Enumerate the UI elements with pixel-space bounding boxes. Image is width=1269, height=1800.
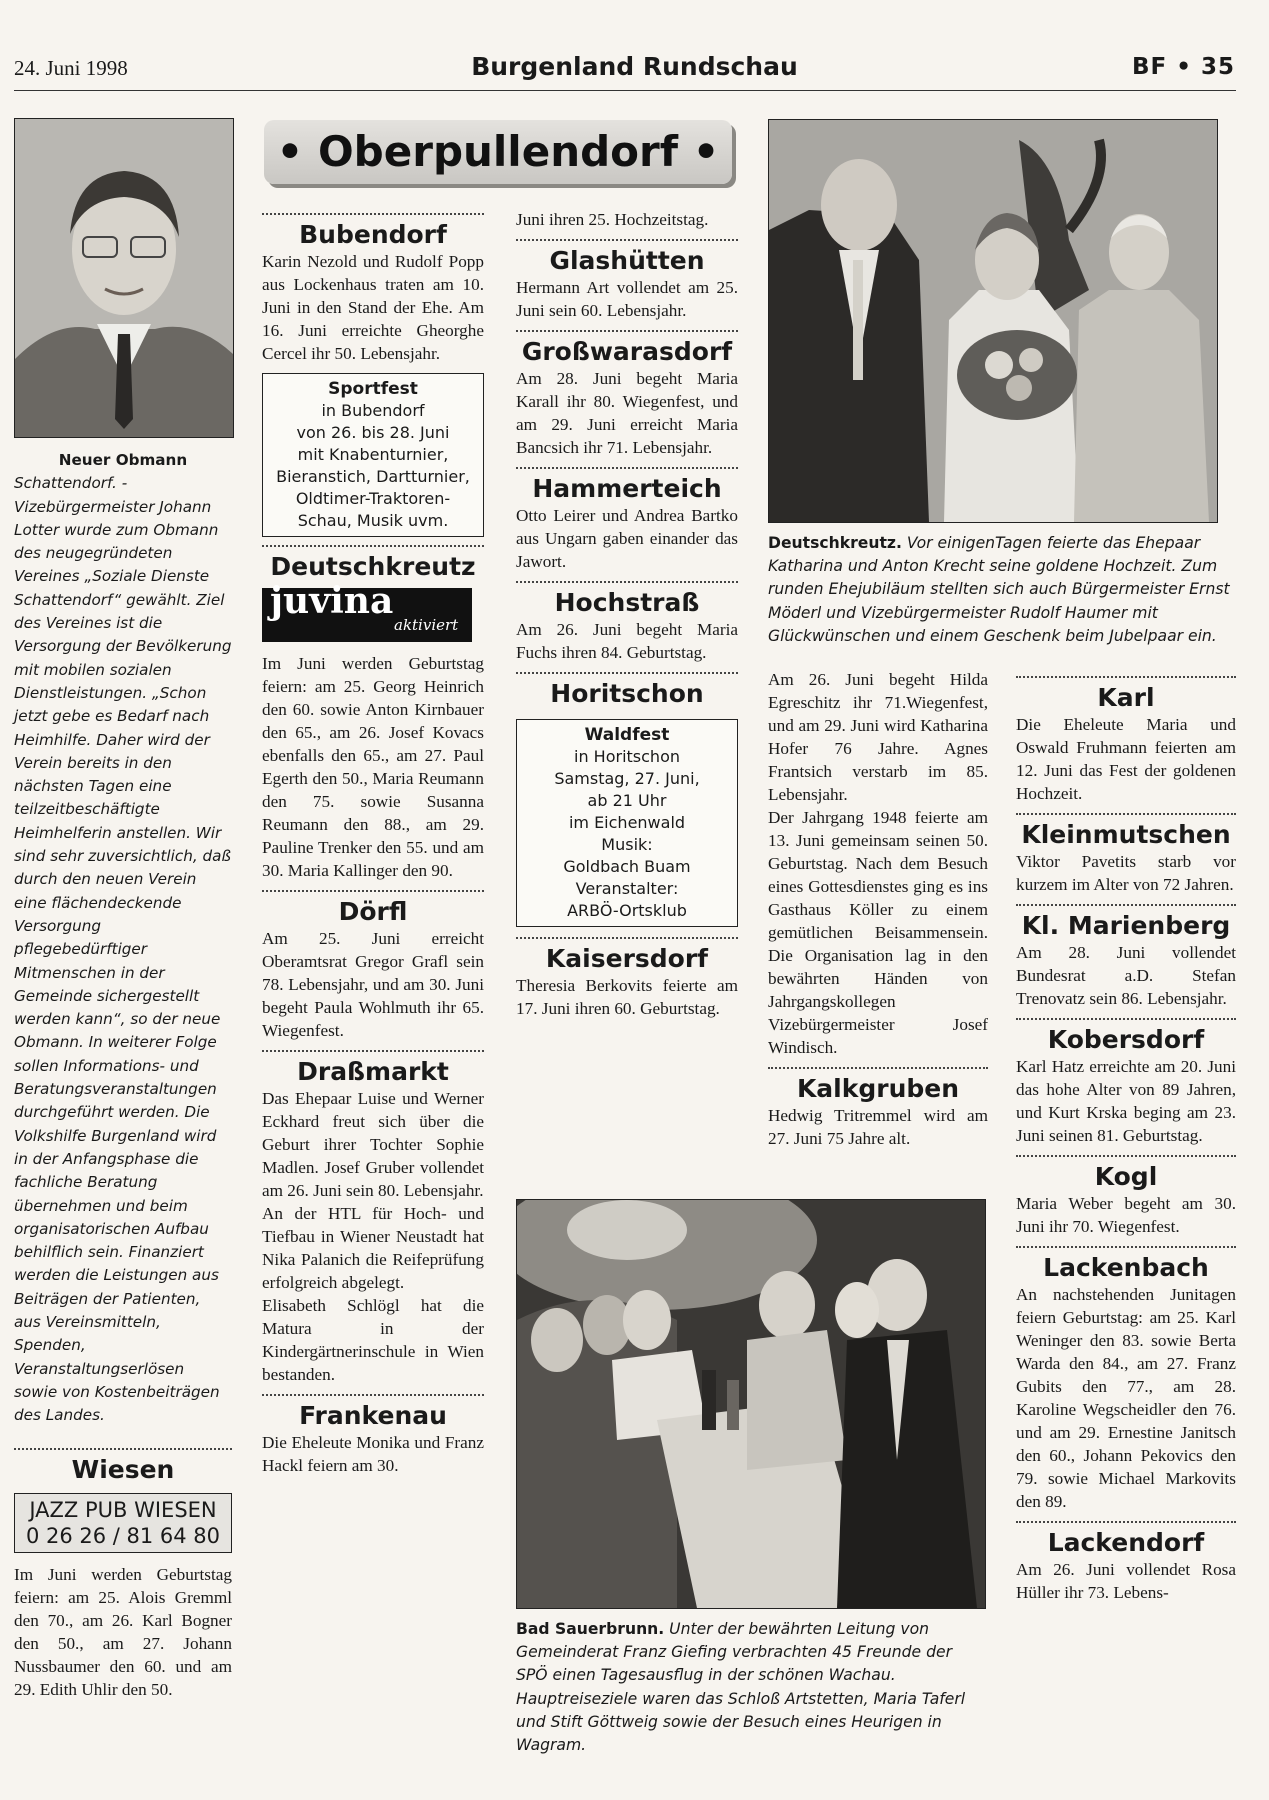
jazz-pub-ad <box>14 1493 232 1553</box>
caption-title: Bad Sauerbrunn. <box>516 1620 665 1638</box>
kl-marienberg-text: Am 28. Juni vollendet Bundesrat a.D. Stefan Trenovatz sein 86. Lebensjahr. <box>1016 943 1236 1008</box>
sportfest-line: in Bubendorf <box>321 401 425 420</box>
column-5 <box>1016 668 1236 1604</box>
waldfest-line: Goldbach Buam <box>563 857 691 876</box>
waldfest-box <box>516 719 738 927</box>
deutschkreutz-photo <box>768 119 1218 523</box>
issue-date: 24. Juni 1998 <box>14 56 128 80</box>
portrait-caption <box>14 449 232 1427</box>
dotted-divider <box>262 890 484 892</box>
caption-title: Neuer Obmann <box>58 451 188 469</box>
hammerteich-text: Otto Leirer und Andrea Bartko aus Ungarn gaben einander das Jawort. <box>516 506 738 571</box>
dotted-divider <box>516 330 738 332</box>
waldfest-line: Musik: <box>601 835 653 854</box>
continued-text: Juni ihren 25. Hochzeitstag. <box>516 210 709 229</box>
jahrgang-text: Der Jahrgang 1948 feierte am 13. Juni gemeinsam seinen 50. Geburtstag. Nach dem Besuch eines Gottesdienstes ging es ins Gasthaus Köller zu einem gemütlichen Beisammensein. Die Organisation lag in den bewährten Händen von Jahrgangskollegen Vizebürgermeister Josef Windisch. <box>768 808 988 1057</box>
sportfest-box <box>262 373 484 537</box>
dotted-divider <box>516 937 738 939</box>
dotted-divider <box>262 545 484 547</box>
heading-karl: Karl <box>1097 683 1155 712</box>
waldfest-line: in Horitschon <box>574 747 680 766</box>
heading-kalkgruben: Kalkgruben <box>796 1074 960 1103</box>
dotted-divider <box>516 672 738 674</box>
wiesen-section <box>14 1440 232 1701</box>
dotted-divider <box>14 1448 232 1450</box>
waldfest-title: Waldfest <box>584 725 670 745</box>
drassmarkt-text: Elisabeth Schlögl hat die Matura in der Kindergärtnerinschule in Wien bestanden. <box>262 1296 484 1384</box>
heading-bubendorf: Bubendorf <box>299 220 447 249</box>
sportfest-line: Bieranstich, Dartturnier, Oldtimer-Traktoren-Schau, Musik uvm. <box>276 467 470 530</box>
heading-kobersdorf: Kobersdorf <box>1047 1025 1205 1054</box>
caption-text: Schattendorf. - Vizebürgermeister Johann Lotter wurde zum Obmann des neugegründeten Vereines „Soziale Dienste Schattendorf“ gewählt. Ziel des Vereines ist die Versorgung der Bevölkerung mit mobilen sozialen Dienstleistungen. „Schon jetzt gebe es Bedarf nach Heimhilfe. Daher wird der Verein bereits in den nächsten Tagen eine teilzeitbeschäftigte Heimhelferin anstellen. Wir sind sehr zuversichtlich, daß durch den neuen Verein eine flächendeckende Versorgung pflegebedürftiger Mitmenschen in der Gemeinde sichergestellt werden kann“, so der neue Obmann. In weiterer Folge sollen Informations- und Beratungsveranstaltungen durchgeführt werden. Die Volkshilfe Burgenland wird in der Anfangsphase die fachliche Beratung übernehmen und beim organisatorischen Aufbau behilflich sein. Finanziert werden die Leistungen aus Beiträgen der Patienten, aus Vereinsmitteln, Spenden, Veranstaltungserlösen sowie von Kostenbeiträgen des Landes. <box>14 474 232 1425</box>
glashuetten-text: Hermann Art vollendet am 25. Juni sein 60. Lebensjahr. <box>516 278 738 320</box>
page-number: BF • 35 <box>1132 54 1235 80</box>
dotted-divider <box>768 1067 988 1069</box>
juvina-logo-word: juvina <box>270 580 394 622</box>
bad-sauerbrunn-photo-caption <box>516 1618 986 1757</box>
sportfest-line: mit Knabenturnier, <box>297 445 449 464</box>
lackendorf-text: Am 26. Juni vollendet Rosa Hüller ihr 73. Lebens- <box>1016 1560 1236 1602</box>
dotted-divider <box>1016 1155 1236 1157</box>
heading-hochstrass: Hochstraß <box>554 588 700 617</box>
kobersdorf-text: Karl Hatz erreichte am 20. Juni das hohe Alter von 89 Jahren, und Kurt Krska beging am 23. Juni seinen 81. Geburtstag. <box>1016 1057 1236 1145</box>
waldfest-line: im Eichenwald <box>568 813 686 832</box>
kleinmutschen-text: Viktor Pavetits starb vor kurzem im Alter von 72 Jahren. <box>1016 852 1236 894</box>
heading-kl-marienberg: Kl. Marienberg <box>1021 911 1231 940</box>
juvina-logo-sub: aktiviert <box>394 616 459 634</box>
kalkgruben-text: Hedwig Tritremmel wird am 27. Juni 75 Jahre alt. <box>768 1106 988 1148</box>
grosswarasdorf-text: Am 28. Juni begeht Maria Karall ihr 80. Wiegenfest, und am 29. Juni erreicht Maria Bancsich ihr 71. Lebensjahr. <box>516 369 738 457</box>
heading-glashuetten: Glashütten <box>549 246 705 275</box>
heading-deutschkreutz: Deutschkreutz <box>270 552 476 581</box>
heading-lackenbach: Lackenbach <box>1043 1253 1209 1282</box>
sportfest-title: Sportfest <box>328 379 418 399</box>
dotted-divider <box>516 239 738 241</box>
header-rule <box>14 90 1236 91</box>
dotted-divider <box>262 213 484 215</box>
heading-hammerteich: Hammerteich <box>532 474 722 503</box>
heading-kaisersdorf: Kaisersdorf <box>545 944 709 973</box>
deutschkreutz-photo-caption <box>768 532 1238 648</box>
heading-kleinmutschen: Kleinmutschen <box>1021 820 1231 849</box>
lackenbach-text: An nachstehenden Junitagen feiern Geburtstag: am 25. Karl Weninger den 83. sowie Berta Warda den 84., am 27. Franz Gubits den 77., am 28. Karoline Wegscheidler den 76. und am 29. Ernestine Janitsch den 60., Johann Pekovics den 79. sowie Michael Markovits den 89. <box>1016 1285 1236 1511</box>
hochstrass-text: Am 26. Juni begeht Maria Fuchs ihren 84. Geburtstag. <box>516 620 738 662</box>
heading-lackendorf: Lackendorf <box>1047 1528 1205 1557</box>
dotted-divider <box>262 1394 484 1396</box>
waldfest-line: Veranstalter: <box>575 879 679 898</box>
sportfest-line: von 26. bis 28. Juni <box>296 423 450 442</box>
frankenau-text: Die Eheleute Monika und Franz Hackl feiern am 30. <box>262 1433 484 1475</box>
column-2 <box>262 205 484 1477</box>
bubendorf-text: Karin Nezold und Rudolf Popp aus Lockenhaus traten am 10. Juni in den Stand der Ehe. Am 16. Juni erreichte Gheorghe Cercel ihr 50. Lebensjahr. <box>262 252 484 363</box>
juvina-logo <box>262 580 472 642</box>
heading-grosswarasdorf: Großwarasdorf <box>521 337 733 366</box>
caption-text: Vor einigenTagen feierte das Ehepaar Katharina und Anton Krecht seine goldene Hochzeit. Zum runden Ehejubiläum stellten sich auch Bürgermeister Ernst Möderl und Vizebürgermeister Rudolf Haumer mit Glückwünschen und einem Geschenk beim Jubelpaar ein. <box>768 534 1230 645</box>
caption-title: Deutschkreutz. <box>768 534 902 552</box>
jazz-pub-phone: 0 26 26 / 81 64 80 <box>25 1524 221 1548</box>
heading-frankenau: Frankenau <box>299 1401 447 1430</box>
heading-doerfl: Dörfl <box>338 897 408 926</box>
column-3 <box>516 208 738 1020</box>
karl-text: Die Eheleute Maria und Oswald Fruhmann feierten am 12. Juni das Fest der goldenen Hochzeit. <box>1016 715 1236 803</box>
caption-text: Unter der bewährten Leitung von Gemeinderat Franz Giefing verbrachten 45 Freunde der SPÖ einen Tagesausflug in der schönen Wachau. Hauptreiseziele waren das Schloß Artstetten, Maria Taferl und Stift Göttweig sowie der Besuch eines Heurigen in Wagram. <box>516 1620 966 1755</box>
drassmarkt-text: An der HTL für Hoch- und Tiefbau in Wiener Neustadt hat Nika Palanich die Reifeprüfung erfolgreich abgelegt. <box>262 1204 484 1292</box>
heading-drassmarkt: Draßmarkt <box>297 1057 449 1086</box>
waldfest-line: Samstag, 27. Juni, <box>554 769 700 788</box>
dotted-divider <box>1016 813 1236 815</box>
dotted-divider <box>1016 1246 1236 1248</box>
heading-kogl: Kogl <box>1094 1162 1158 1191</box>
dotted-divider <box>516 581 738 583</box>
heading-horitschon: Horitschon <box>550 679 704 708</box>
dotted-divider <box>516 467 738 469</box>
waldfest-line: ab 21 Uhr <box>587 791 667 810</box>
dotted-divider <box>1016 676 1236 678</box>
dotted-divider <box>262 1050 484 1052</box>
portrait-photo <box>14 118 234 438</box>
deutschkreutz-cont-text: Am 26. Juni begeht Hilda Egreschitz ihr 71.Wiegenfest, und am 29. Juni wird Katharina Hofer 76 Jahre. Agnes Frantsich verstarb im 85. Lebensjahr. <box>768 670 988 804</box>
dotted-divider <box>1016 1521 1236 1523</box>
heading-wiesen: Wiesen <box>71 1455 175 1484</box>
kogl-text: Maria Weber begeht am 30. Juni ihr 70. Wiegenfest. <box>1016 1194 1236 1236</box>
jazz-pub-name: JAZZ PUB WIESEN <box>29 1498 217 1522</box>
dotted-divider <box>1016 904 1236 906</box>
region-banner: • Oberpullendorf • <box>264 120 732 184</box>
doerfl-text: Am 25. Juni erreicht Oberamtsrat Gregor Grafl sein 78. Lebensjahr, und am 30. Juni begeht Paula Wohlmuth ihr 65. Wiegenfest. <box>262 929 484 1040</box>
drassmarkt-text: Das Ehepaar Luise und Werner Eckhard freut sich über die Geburt ihrer Tochter Sophie Madlen. Josef Gruber vollendet am 26. Juni sein 80. Lebensjahr. <box>262 1089 484 1200</box>
kaisersdorf-text: Theresia Berkovits feierte am 17. Juni ihren 60. Geburtstag. <box>516 976 738 1018</box>
column-4 <box>768 668 988 1150</box>
dotted-divider <box>1016 1018 1236 1020</box>
deutschkreutz-text: Im Juni werden Geburtstag feiern: am 25. Georg Heinrich den 60. sowie Anton Kirnbauer den 65., am 26. Josef Kovacs ebenfalls den 65., am 27. Paul Egerth den 50., Maria Reumann den 75. sowie Susanna Reumann den 88., am 29. Pauline Trenker den 55. und am 30. Maria Kallinger den 90. <box>262 654 484 880</box>
bad-sauerbrunn-photo <box>516 1199 986 1609</box>
wiesen-text: Im Juni werden Geburtstag feiern: am 25. Alois Gremml den 70., am 26. Karl Bogner den 50., am 27. Johann Nussbaumer den 60. und am 29. Edith Uhlir den 50. <box>14 1565 232 1699</box>
waldfest-line: ARBÖ-Ortsklub <box>567 901 687 920</box>
newspaper-title: Burgenland Rundschau <box>471 52 798 81</box>
